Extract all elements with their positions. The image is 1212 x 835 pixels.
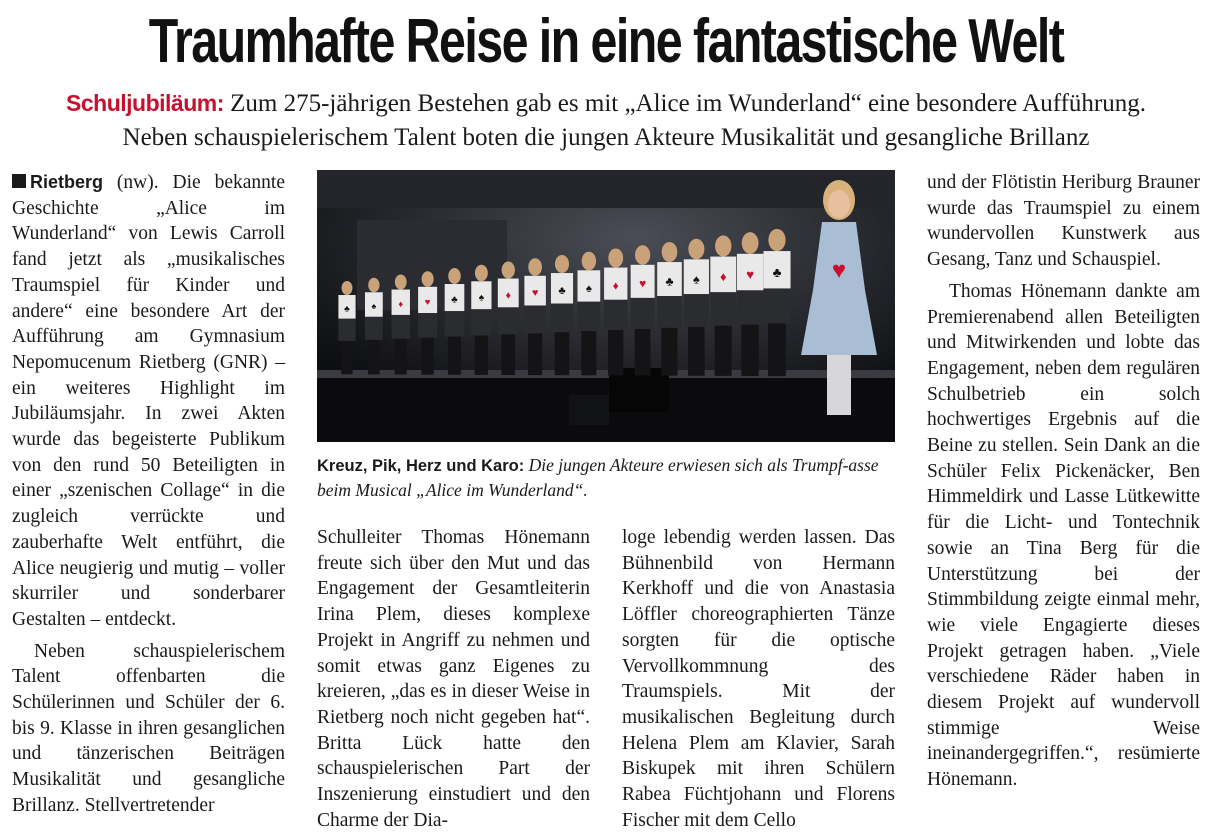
article-paragraph-2: Neben schauspielerischem Talent offenbarten die Schülerinnen und Schüler der 6. bis 9. Klasse in ihren gesanglichen und tänzerischen Beiträgen Musikalität und gesangliche Brillanz. Stellvertretender xyxy=(12,640,285,816)
svg-text:♣: ♣ xyxy=(451,294,458,306)
svg-text:♥: ♥ xyxy=(531,287,539,300)
article-column-1 xyxy=(12,170,285,819)
article-paragraph-3: Schulleiter Thomas Hönemann freute sich über den Mut und das Engagement der Gesamtleiterin Irina Plem, dieses komplexe Projekt in Angriff zu nehmen und somit etwas ganz Eigenes zu kreieren, „das es in dieser Weise in Rietberg noch nicht gegeben hat“. Britta Lück hatte den schauspielerischen Part der Inszenierung einstudiert und den Charme der Dia- xyxy=(317,527,590,831)
svg-text:♦: ♦ xyxy=(398,299,404,310)
subheadline-line-1 xyxy=(0,87,1212,120)
svg-text:♣: ♣ xyxy=(772,264,782,280)
article-paragraph-6: Thomas Hönemann dankte am Premierenabend allen Beteiligten und Mitwirkenden und lobte das Engagement, neben dem regulären Schulbetrieb ein solch hochwertiges Ergebnis auf die Beine zu stellen. Sein Dank an die Schüler Felix Pickenäcker, Ben Himmeldirk und Lasse Lütkewitte für die Licht- und Tontechnik sowie an Tina Berg für die Unterstützung bei der Stimmbildung zeigte einmal mehr, wie viele Engagierte dieses Projekt getragen haben. „Viele verschiedene Räder haben in diesem Projekt auf wundervoll stimmige Weise ineinandergegriffen.“, resümierte Hönemann. xyxy=(927,280,1200,791)
photo-caption xyxy=(317,453,895,502)
svg-text:♦: ♦ xyxy=(505,290,511,302)
article-paragraph-1 xyxy=(12,170,285,633)
svg-text:♠: ♠ xyxy=(585,282,592,295)
svg-text:♥: ♥ xyxy=(831,258,847,284)
paragraph-1-text: (nw). Die bekannte Geschichte „Alice im Wunderland“ von Lewis Carroll fand jetzt als „musikalisches Traumspiel für Kinder und andere“ eine besondere Art der Aufführung am Gymnasium Nepomucenum Rietberg (GNR) – ein weiteres Highlight im Jubiläumsjahr. In zwei Akten wurde das begeisterte Publikum von den rund 50 Beteiligten in einer „szenischen Collage“ in die zugleich verrückte und zauberhafte Welt entführt, die Alice neugierig und mutig – voller skurriler und sonderbarer Gestalten – entdeckt. xyxy=(12,172,285,630)
stage-photo xyxy=(317,170,895,442)
svg-text:♥: ♥ xyxy=(424,297,431,308)
svg-text:♥: ♥ xyxy=(746,266,755,282)
article-column-4 xyxy=(927,170,1200,793)
svg-text:♣: ♣ xyxy=(665,274,674,289)
dateline: Rietberg xyxy=(30,172,104,192)
svg-text:♠: ♠ xyxy=(693,272,700,287)
svg-text:♠: ♠ xyxy=(371,301,377,312)
svg-text:♥: ♥ xyxy=(639,276,647,291)
svg-text:♦: ♦ xyxy=(612,279,619,293)
stage-photo-illustration xyxy=(317,170,895,442)
caption-label: Kreuz, Pik, Herz und Karo: xyxy=(317,457,525,475)
svg-text:♣: ♣ xyxy=(558,285,566,298)
article-column-2 xyxy=(317,525,590,833)
headline: Traumhafte Reise in eine fantastische Welt xyxy=(148,7,1064,76)
subheadline-text-1: Zum 275-jährigen Bestehen gab es mit „Alice im Wunderland“ eine besondere Aufführung. xyxy=(230,90,1146,117)
svg-text:♠: ♠ xyxy=(478,292,485,304)
subheadline-line-2: Neben schauspielerischem Talent boten die jungen Akteure Musikalität und gesangliche Brillanz xyxy=(122,124,1090,151)
kicker: Schuljubiläum: xyxy=(66,90,224,116)
article-paragraph-5: und der Flötistin Heriburg Brauner wurde das Traumspiel zu einem wundervollen Kunstwerk aus Gesang, Tanz und Schauspiel. xyxy=(927,172,1200,271)
article-column-3 xyxy=(622,525,895,833)
svg-text:♦: ♦ xyxy=(719,269,727,285)
article-paragraph-4: loge lebendig werden lassen. Das Bühnenbild von Hermann Kerkhoff und die von Anastasia Löffler choreographierten Tänze sorgten für die optische Vervollkommnung des Traumspiels. Mit der musikalischen Begleitung durch Helena Plem am Klavier, Sarah Biskupek mit ihren Schülern Rabea Füchtjohann und Florens Fischer mit dem Cello xyxy=(622,527,895,831)
svg-text:♣: ♣ xyxy=(344,303,350,314)
bullet-square-icon xyxy=(12,174,26,188)
caption-text: Die jungen Akteure erwiesen sich als Trumpf-asse beim Musical „Alice im Wunderland“. xyxy=(317,455,879,500)
